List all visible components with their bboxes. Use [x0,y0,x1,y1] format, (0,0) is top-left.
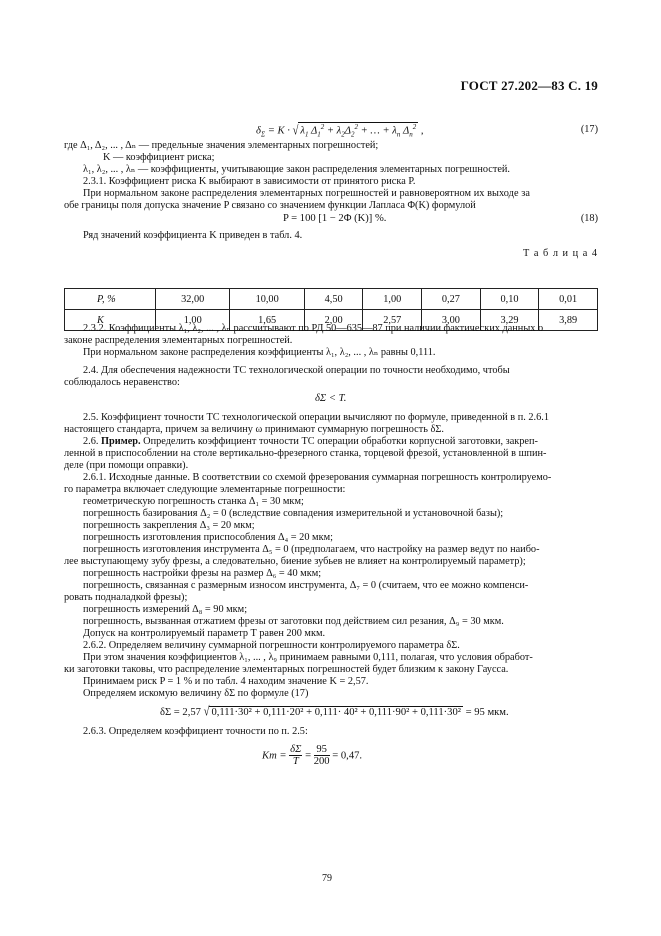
table-cell: 3,89 [539,310,598,331]
text-line: 2.6.3. Определяем коэффициент точности по п. 2.5: [83,726,308,737]
text-line: ленной в приспособлении на столе вертикально-фрезерного станка, торцевой фрезой, установленной в шпин- [64,448,547,459]
text-line: При нормальном законе распределения элементарных погрешностей и равновероятном их выходе за [83,188,530,199]
text-line: 2.6.1. Исходные данные. В соответствии со схемой фрезерования суммарная погрешность контролируемо- [83,472,552,483]
table-row-label: P, % [65,289,156,310]
text-line: Ряд значений коэффициента K приведен в табл. 4. [83,230,303,241]
text-line: 2.5. Коэффициент точности ТС технологической операции вычисляют по формуле, приведенной в п. 2.6.1 [83,412,549,423]
text-line: погрешность базирования Δ₂ = 0 (вследствие совпадения измерительной и установочной базы); [83,508,504,519]
text-line: Принимаем риск P = 1 % и по табл. 4 находим значение K = 2,57. [83,676,369,687]
text-line: 2.3.2. Коэффициенты λ₁, λ₂, ... , λₙ рассчитывают по РД 50—635—87 при наличии фактических данных о [83,323,544,334]
table-cell: 3,00 [422,310,481,331]
text-line: лее выступающему зубу фрезы, а следовательно, биение зубьев не влияет на контролируемый параметр); [64,556,526,567]
text-line: погрешность изготовления приспособления Δ₄ = 20 мкм; [83,532,333,543]
table-cell: 32,00 [156,289,230,310]
text-line: Допуск на контролируемый параметр T равен 200 мкм. [83,628,326,639]
table-row-p [65,289,598,310]
table-cell: 4,50 [304,289,363,310]
page-number: 79 [322,873,332,884]
text-line: обе границы поля допуска значение P связано со значением функции Лапласа Φ(K) формулой [64,200,476,211]
text-line: погрешность измерений Δ₈ = 90 мкм; [83,604,248,615]
table-cell: 1,00 [363,289,422,310]
text-line: 2.4. Для обеспечения надежности ТС технологической операции по точности необходимо, чтобы [83,365,510,376]
table-cell: 10,00 [230,289,304,310]
text-line: погрешность закрепления Δ₃ = 20 мкм; [83,520,255,531]
table-cell: 0,01 [539,289,598,310]
text-line: При нормальном законе распределения коэффициенты λ₁, λ₂, ... , λₙ равны 0,111. [83,347,436,358]
text-line: деле (при помощи оправки). [64,460,189,471]
text-line: законе распределения элементарных погрешностей. [64,335,293,346]
text-line: погрешность настройки фрезы на размер Δ₆ = 40 мкм; [83,568,322,579]
table-caption: Т а б л и ц а 4 [523,248,598,259]
table-cell: 0,27 [422,289,481,310]
table-cell: 2,57 [363,310,422,331]
text-line: K — коэффициент риска; [103,152,215,163]
sum-error-calculation: δΣ = 2,57 √ 0,111·30² + 0,111·20² + 0,111· 40² + 0,111·90² + 0,111·30² = 95 мкм. [160,705,509,720]
text-line: настоящего стандарта, причем за величину ω принимают суммарную погрешность δΣ. [64,424,444,435]
table-cell: 0,10 [480,289,539,310]
text-line: Определяем искомую величину δΣ по формуле (17) [83,688,309,699]
text-line: λ₁, λ₂, ... , λₙ — коэффициенты, учитывающие закон распределения элементарных погрешностей. [83,164,510,175]
text-line: погрешность, связанная с размерным износом инструмента, Δ₇ = 0 (считаем, что ее можно компенси- [83,580,529,591]
text-line: 2.6.2. Определяем величину суммарной погрешности контролируемого параметра δΣ. [83,640,460,651]
formula-18-number: (18) [580,213,598,224]
formula-17: $\delta_\Sigma = K$ · √ $\lambda_1$ $\Delta_1^2 + \lambda_2\Delta_2^2$ + … + $\lambda_n$ $\Delta_n^2$ , [256,123,424,139]
text-line: При этом значения коэффициентов λ₁, ... , λ₉ принимаем равными 0,111, полагая, что условия обработ- [83,652,533,663]
text-line: погрешность, вызванная отжатием фрезы от заготовки под действием сил резания, Δ₉ = 30 мкм. [83,616,504,627]
page-header: ГОСТ 27.202—83 С. 19 [460,78,598,93]
table-cell: 2,00 [304,310,363,331]
example-label: Пример. [101,436,141,447]
text-line: погрешность изготовления инструмента Δ₅ = 0 (предполагаем, что настройку на размер ведут по наибо- [83,544,540,555]
text-line: 2.6. Пример. Определить коэффициент точности ТС операции обработки корпусной заготовки, закреп- [83,436,538,447]
table-cell: 3,29 [480,310,539,331]
text-line: где Δ₁, Δ₂, ... , Δₙ — предельные значения элементарных погрешностей; [64,140,379,151]
formula-17-number: (17) [580,124,598,135]
accuracy-coefficient-formula: Kт = $\frac{\delta\Sigma}{T}$ = $\frac{95}{200}$ = 0,47. [262,744,363,767]
inequality: δΣ < T. [315,393,347,404]
text-line: 2.3.1. Коэффициент риска K выбирают в зависимости от принятого риска P. [83,176,416,187]
table-row-label: K [65,310,156,331]
text-line: геометрическую погрешность станка Δ₁ = 30 мкм; [83,496,304,507]
text-line: ровать подналадкой фрезы); [64,592,188,603]
formula-18: P = 100 [1 − 2Φ (K)] %. [283,213,387,224]
table-cell: 1,65 [230,310,304,331]
text-line: го параметра включает следующие элементарные погрешности: [64,484,346,495]
text-line: соблюдалось неравенство: [64,377,180,388]
text-line: ки заготовки таковы, что распределение элементарных погрешностей будет близким к закону Гаусса. [64,664,509,675]
table-cell: 1,00 [156,310,230,331]
